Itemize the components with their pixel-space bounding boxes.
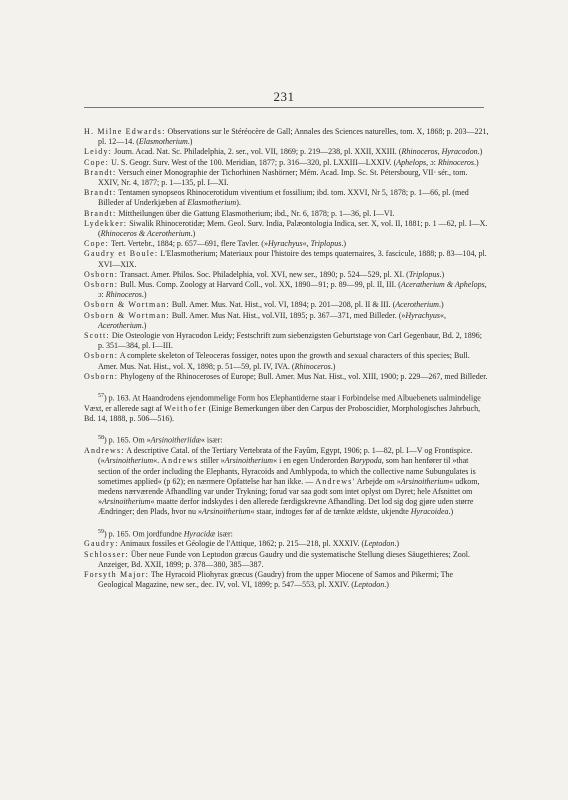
author: Osborn: bbox=[84, 269, 119, 279]
author: Gaudry et Boule: bbox=[84, 249, 159, 259]
note-57 bbox=[84, 391, 489, 424]
note-58-entry: Andrews: A descriptive Catal. of the Tertiary Vertebrata of the Fayûm, Egypt, 1906; p. 1—82, pl. I—V og Frontispice. (»Arsinoitherium«. Andrews stiller »Arsinoitherium« i en egen Underorden Barypoda, som han henfører til »that section of the order including the Elephants, Hyracoids and Amblypoda, to which the collective name Subungulates is sometimes applied« (p 62); en nærmere Opfattelse har han ikke. — Andrews' Arbejde om »Arsinoitherium« udkom, medens nærværende Afhandling var under Trykning; forud var saa godt som intet oplyst om Dyret; hele Afsnittet om »Arsinoitherium« maatte derfor indskydes i den allerede færdigskrevne Afhandling. Det lod sig dog gjøre uden større Ændringer; den Plads, hvor nu »Arsinoitherium« staar, indtoges før af de tænkte ældste, ukjendte Hyracoidea.) bbox=[84, 446, 480, 517]
author: Weithofer bbox=[163, 403, 207, 413]
author: Cope: bbox=[84, 239, 110, 249]
author: Osborn & Wortman: bbox=[84, 300, 170, 310]
author: Scott: bbox=[84, 331, 110, 341]
reference-entry: Lydekker: Siwalik Rhinocerotidæ; Mem. Geol. Surv. India, Palæontologia Indica, ser. X, vol. II, 1881; p. 1 —62, pl. I—X. (Rhinoceros & Acerotherium.) bbox=[84, 218, 488, 239]
author: Osborn: bbox=[84, 351, 119, 361]
author: H. Milne Edwards: bbox=[84, 127, 166, 136]
reference-entry: Brandt: Tentamen synopseos Rhinocerotidum viventium et fossilium; ibd. tom. XXVI, Nr 5, 1878; p. 1—66, pl. (med Billeder af Underkjæben af Elasmotherium). bbox=[84, 188, 469, 208]
reference-entry: Osborn: Phylogeny of the Rhinoceroses of Europe; Bull. Amer. Mus Nat. Hist., vol. XIII, 1900; p. 229—267, med Billeder. bbox=[84, 371, 488, 381]
note-59-heading: $^{59}$) p. 165. Om jordfundne Hyracidæ især: bbox=[98, 528, 233, 539]
reference-entry: Cope: Tert. Vertebr., 1884; p. 657—691, flere Tavler. (»Hyrachyus«, Triplopus.) bbox=[84, 239, 346, 249]
author: Osborn: bbox=[84, 371, 119, 381]
author: Lydekker: bbox=[84, 218, 128, 228]
note-number: 58 bbox=[98, 435, 104, 442]
reference-entry: Brandt: Versuch einer Monographie der Tichorhinen Nashörner; Mém. Acad. Imp. Sc. St. Pétersbourg, VII· sér., tom. XXIV, Nr. 4, 1877; p. 1—135, pl. I—XI. bbox=[84, 167, 468, 188]
note-58-heading: $^{58}$) p. 165. Om »Arsinoitheriidæ« især: bbox=[98, 435, 223, 445]
author: Osborn & Wortman: bbox=[84, 310, 170, 320]
author: Forsyth Major: bbox=[84, 570, 150, 580]
reference-entry: Cope: U. S. Geogr. Surv. West of the 100. Meridian, 1877; p. 316—320, pl. LXXIII—LXXIV. (Aphelops, ɔ: Rhinoceros.) bbox=[84, 157, 479, 167]
reference-entry: Osborn & Wortman: Bull. Amer. Mus Nat. Hist., vol.VII, 1895; p. 367—371, med Billeder. (»Hyrachyus«, Acerotherium.) bbox=[84, 310, 447, 330]
page-number: 231 bbox=[273, 89, 295, 104]
note-59 bbox=[84, 527, 489, 591]
reference-entry: Forsyth Major: The Hyracoid Pliohyrax græcus (Gaudry) from the upper Miocene of Samos and Pikermi; The Geological Magazine, new ser., dec. IV, vol. VI, 1899; p. 547—553, pl. XXIV. (Leptodon.) bbox=[84, 570, 454, 590]
author: Gaudry: bbox=[84, 539, 119, 549]
reference-entry: Scott: Die Osteologie von Hyracodon Leidy; Festschrift zum siebenzigsten Geburtstage von Carl Gegenbaur, Bd. 2, 1896; p. 351—384, pl. I—III. bbox=[84, 331, 482, 351]
author: Osborn: bbox=[84, 280, 119, 290]
note-57-text: $^{57}$) p. 163. At Haandrodens ejendommelige Form hos Elephantiderne staar i Forbindelse med Albuebenets ualmindelige Væxt, er allerede sagt af Weithofer (Einige Bemerkungen über den Carpus der Proboscidier, Morphologisches Jahrbuch, Bd. 14, 1888, p. 506—516). bbox=[84, 393, 481, 424]
reference-entry: Osborn: Transact. Amer. Philos. Soc. Philadelphia, vol. XVI, new ser., 1890; p. 524—529, pl. XI. (Triplopus.) bbox=[84, 269, 445, 279]
header-rule bbox=[84, 107, 484, 108]
reference-entry: Schlosser: Über neue Funde von Leptodon græcus Gaudry und die systematische Stellung dieses Säugethieres; Zool. Anzeiger, Bd. XXII, 1899; p. 378—380, 385—387. bbox=[84, 549, 470, 569]
note-58 bbox=[84, 433, 489, 517]
author: Brandt: bbox=[84, 167, 117, 177]
author: Cope: bbox=[84, 157, 110, 167]
reference-entry: Osborn & Wortman: Bull. Amer. Mus. Nat. Hist., vol. VI, 1894; p. 201—208, pl. II & III. (Acerotherium.) bbox=[84, 300, 444, 310]
reference-entry: Gaudry et Boule: L'Elasmotherium; Materiaux pour l'histoire des temps quaternaires, 3. fascicule, 1888; p. 83—104, pl. XVI—XIX. bbox=[84, 249, 487, 269]
reference-entry: Osborn: A complete skeleton of Teleoceras fossiger, notes upon the growth and sexual characters of this species; Bull. Amer. Mus. Nat. Hist., vol. X, 1898; p. 51—59, pl. IV, IVA. (Rhinoceros.) bbox=[84, 351, 470, 371]
note-number: 57 bbox=[98, 393, 104, 400]
reference-entry: Osborn: Bull. Mus. Comp. Zoology at Harvard Coll., vol. XX, 1890—91; p. 89—99, pl. II, III. (Aceratherium & Aphelops, ɔ: Rhinoceros.) bbox=[84, 280, 487, 300]
author: Leidy: bbox=[84, 147, 113, 157]
reference-entry: Leidy: Journ. Acad. Nat. Sc. Philadelphia, 2. ser., vol. VII, 1869; p. 219—238, pl. XXII, XXIII. (Rhinoceros, Hyracodon.) bbox=[84, 147, 483, 157]
page-content bbox=[84, 127, 489, 591]
author: Andrews: bbox=[84, 446, 125, 456]
note-59-entries bbox=[84, 539, 489, 590]
author: Schlosser: bbox=[84, 549, 129, 559]
reference-entry: H. Milne Edwards: Observations sur le Stéréocère de Gall; Annales des Sciences naturelles, tom. X, 1868; p. 203—221, pl. 12—14. (Elasmotherium.) bbox=[84, 127, 489, 147]
note-number: 59 bbox=[98, 528, 104, 535]
author: Brandt: bbox=[84, 188, 117, 198]
reference-list bbox=[84, 127, 489, 382]
author: Brandt: bbox=[84, 208, 117, 218]
reference-entry: Gaudry: Animaux fossiles et Géologie de l'Attique, 1862; p. 215—218, pl. XXXIV. (Leptodon.) bbox=[84, 539, 400, 549]
reference-entry: Brandt: Mittheilungen über die Gattung Elasmotherium; ibd., Nr. 6, 1878; p. 1—36, pl. I—VI. bbox=[84, 208, 395, 218]
